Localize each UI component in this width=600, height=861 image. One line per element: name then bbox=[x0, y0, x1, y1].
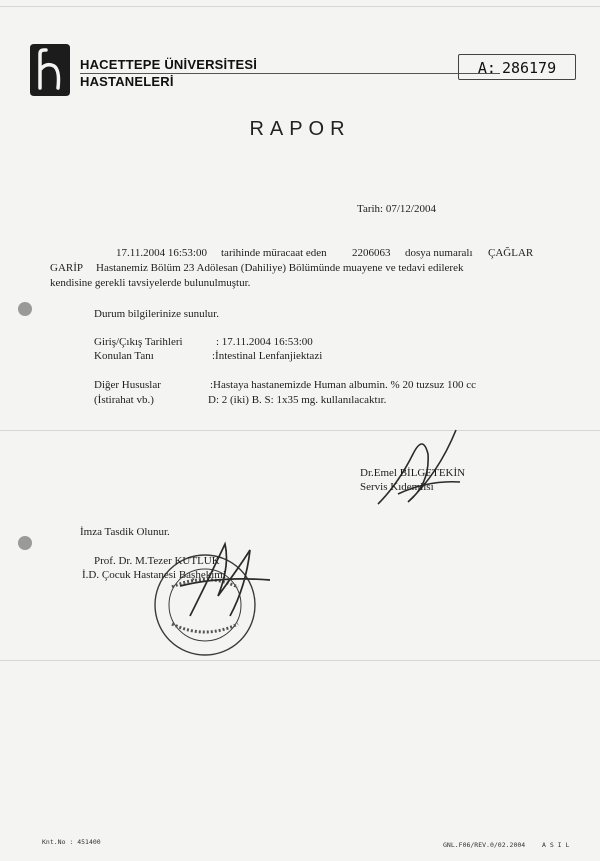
date-value: 07/12/2004 bbox=[385, 203, 436, 215]
footer-left-code: Knt.No : 451400 bbox=[42, 838, 101, 846]
serial-number: 286179 bbox=[501, 59, 557, 77]
other-matters-value-2: D: 2 (iki) B. S: 1x35 mg. kullanılacaktır. bbox=[208, 394, 387, 406]
other-matters-label: Diğer Hususlar bbox=[94, 379, 161, 391]
diagnosis-value: :İntestinal Lenfanjiektazi bbox=[212, 350, 323, 362]
patient-last-name: GARİP bbox=[50, 262, 84, 274]
rest-label: (İstirahat vb.) bbox=[94, 394, 154, 406]
punch-hole bbox=[18, 302, 32, 316]
para-text-4: kendisine gerekli tavsiyelerde bulunulmuştur. bbox=[50, 277, 251, 289]
dates-label: Giriş/Çıkış Tarihleri bbox=[94, 336, 183, 348]
application-datetime: 17.11.2004 16:53:00 bbox=[116, 247, 207, 259]
director-title: İ.D. Çocuk Hastanesi Başhekimi bbox=[82, 569, 226, 581]
diagnosis-label: Konulan Tanı bbox=[94, 350, 154, 362]
punch-hole bbox=[18, 536, 32, 550]
file-number: 2206063 bbox=[352, 247, 391, 259]
report-date bbox=[357, 202, 436, 216]
fold-line bbox=[0, 430, 600, 431]
hacettepe-logo-icon bbox=[28, 42, 72, 98]
date-label: Tarih: bbox=[357, 203, 384, 215]
dates-value: : 17.11.2004 16:53:00 bbox=[216, 336, 313, 348]
hospital-name-line2: HASTANELERİ bbox=[80, 74, 174, 89]
fold-line bbox=[0, 660, 600, 661]
status-intro: Durum bilgilerinize sunulur. bbox=[94, 308, 219, 320]
serial-number-box bbox=[458, 54, 576, 80]
para-text-1: tarihinde müracaat eden bbox=[221, 247, 327, 259]
header-divider bbox=[80, 73, 500, 74]
para-text-3: Hastanemiz Bölüm 23 Adölesan (Dahiliye) Bölümünde muayene ve tedavi edilerek bbox=[96, 262, 464, 274]
serial-prefix: A: bbox=[477, 59, 496, 77]
para-text-2: dosya numaralı bbox=[405, 247, 473, 259]
other-matters-value-1: :Hastaya hastanemizde Human albumin. % 20 tuzsuz 100 cc bbox=[210, 379, 477, 391]
footer-form-code: GNL.F06/REV.0/02.2004 bbox=[443, 841, 526, 849]
footer-original-mark: A S I L bbox=[542, 841, 570, 849]
fold-line bbox=[0, 6, 600, 7]
report-title: RAPOR bbox=[249, 118, 351, 140]
doctor-name: Dr.Emel BİLGETEKİN bbox=[360, 467, 466, 479]
approval-text: İmza Tasdik Olunur. bbox=[80, 526, 170, 538]
director-name: Prof. Dr. M.Tezer KUTLUK bbox=[94, 555, 220, 567]
hospital-name-line1: HACETTEPE ÜNİVERSİTESİ bbox=[80, 57, 258, 72]
doctor-title: Servis Kıdemlisi bbox=[360, 481, 434, 493]
patient-first-name: ÇAĞLAR bbox=[488, 247, 534, 259]
